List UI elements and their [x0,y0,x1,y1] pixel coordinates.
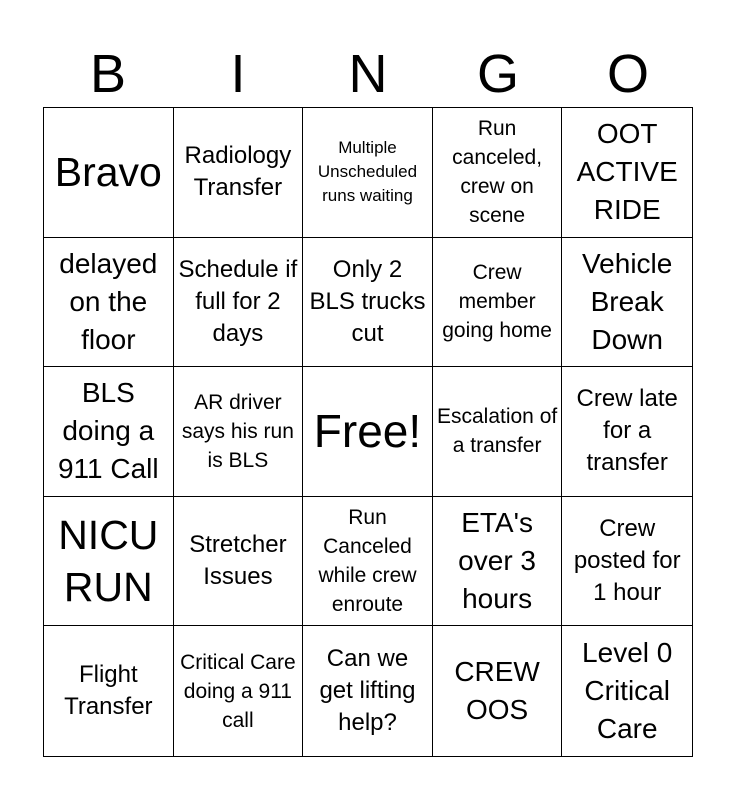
bingo-board [43,107,693,757]
bingo-cell-r3-c5[interactable] [562,367,692,497]
bingo-cell-r5-c3[interactable] [303,626,433,756]
bingo-cell-r5-c5[interactable] [562,626,692,756]
bingo-cell-r4-c3[interactable] [303,497,433,627]
bingo-cell-r2-c1[interactable] [44,238,174,368]
cell-text: Multiple Unscheduled runs waiting [317,138,418,206]
bingo-cell-r1-c4[interactable] [433,108,563,238]
bingo-cell-r2-c3[interactable] [303,238,433,368]
cell-text: ETA's over 3 hours [458,507,536,615]
free-space-text: Free! [313,405,422,458]
cell-text: delayed on the floor [59,247,158,355]
header-letter-b: B [89,44,127,104]
cell-text: Schedule if full for 2 days [178,255,298,347]
cell-text: Critical Care doing a 911 call [180,650,296,732]
cell-text: Run Canceled while crew enroute [318,506,417,617]
bingo-cell-r3-c1[interactable] [44,367,174,497]
bingo-cell-r2-c2[interactable] [174,238,304,368]
bingo-cell-r3-c4[interactable] [433,367,563,497]
cell-text: Crew posted for 1 hour [573,515,681,607]
bingo-cell-r2-c4[interactable] [433,238,563,368]
bingo-cell-r4-c2[interactable] [174,497,304,627]
bingo-header [43,40,693,108]
cell-text: Bravo [54,149,162,196]
header-letter-i: I [230,44,246,104]
bingo-cell-r3-c2[interactable] [174,367,304,497]
cell-text: OOT ACTIVE RIDE [576,118,678,226]
bingo-cell-r5-c2[interactable] [174,626,304,756]
cell-text: Only 2 BLS trucks cut [309,255,426,347]
cell-text: Stretcher Issues [189,531,287,591]
cell-text: Flight Transfer [64,661,153,721]
bingo-cell-r1-c3[interactable] [303,108,433,238]
bingo-cell-r4-c4[interactable] [433,497,563,627]
cell-text: AR driver says his run is BLS [181,390,294,472]
bingo-cell-r1-c5[interactable] [562,108,692,238]
header-letter-g: G [476,44,519,104]
header-letter-o: O [606,44,649,104]
cell-text: Crew late for a transfer [576,385,678,477]
cell-text: Escalation of a transfer [436,405,558,458]
cell-text: Run canceled, crew on scene [452,117,543,228]
bingo-cell-r4-c5[interactable] [562,497,692,627]
cell-text: CREW OOS [454,656,540,726]
cell-text: Can we get lifting help? [319,645,416,737]
bingo-cell-r4-c1[interactable] [44,497,174,627]
cell-text: BLS doing a 911 Call [57,377,159,485]
bingo-cell-r2-c5[interactable] [562,238,692,368]
cell-text: Vehicle Break Down [582,247,673,355]
bingo-cell-free[interactable] [303,367,433,497]
cell-text: NICU RUN [58,512,159,611]
bingo-cell-r5-c4[interactable] [433,626,563,756]
bingo-cell-r5-c1[interactable] [44,626,174,756]
bingo-cell-r1-c1[interactable] [44,108,174,238]
cell-text: Radiology Transfer [184,142,292,202]
bingo-cell-r1-c2[interactable] [174,108,304,238]
cell-text: Level 0 Critical Care [582,637,673,745]
cell-text: Crew member going home [442,261,552,343]
header-letter-n: N [348,44,388,104]
